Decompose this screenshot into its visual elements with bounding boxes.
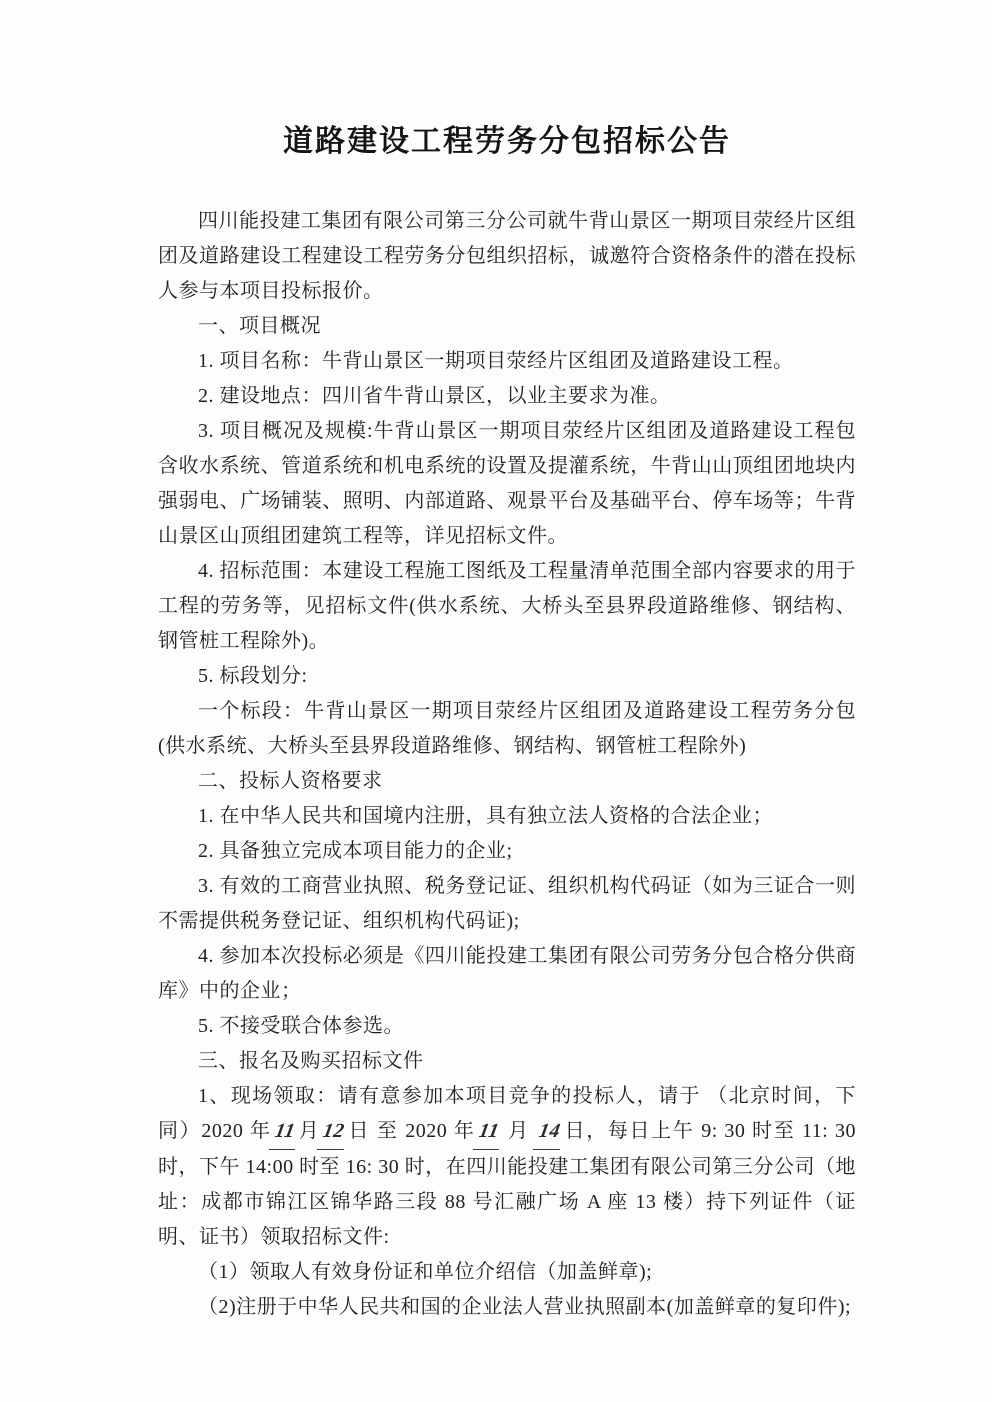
item-overview-and-scale — [158, 414, 856, 554]
section-1-heading — [158, 309, 856, 344]
text-run: 日 至 2020 年 — [347, 1120, 476, 1142]
item-section-division — [158, 659, 856, 694]
qualification-3 — [158, 869, 856, 939]
text-run: 5. 不接受联合体参选。 — [198, 1015, 404, 1037]
text-run: 1. 项目名称：牛背山景区一期项目荥经片区组团及道路建设工程。 — [198, 350, 794, 372]
text-run: 3. 有效的工商营业执照、税务登记证、组织机构代码证（如为三证合一则不需提供税务登记证、组织机构代码证); — [158, 875, 856, 932]
text-run: 4. 参加本次投标必须是《四川能投建工集团有限公司劳务分包合格分供商库》中的企业； — [158, 945, 856, 1002]
document-body — [158, 204, 856, 1325]
item-project-name — [158, 344, 856, 379]
qualification-1 — [158, 799, 856, 834]
handwritten-date: 11 — [268, 1114, 300, 1150]
intro-paragraph — [158, 204, 856, 309]
text-run: （2)注册于中华人民共和国的企业法人营业执照副本(加盖鲜章的复印件); — [198, 1296, 852, 1318]
text-run: 2. 具备独立完成本项目能力的企业; — [198, 840, 513, 862]
onsite-collection-paragraph — [158, 1079, 856, 1255]
document-title: 道路建设工程劳务分包招标公告 — [283, 125, 731, 158]
section-2-heading — [158, 764, 856, 799]
qualification-5 — [158, 1009, 856, 1044]
item-single-section — [158, 694, 856, 764]
text-run: （1）领取人有效身份证和单位介绍信（加盖鲜章); — [198, 1261, 653, 1283]
qualification-4 — [158, 939, 856, 1009]
certificate-requirement-2 — [158, 1290, 856, 1325]
text-run: 日，每日上午 9: 30 时至 11: 30 时，下午 14:00 时至 16: 30 时，在四川能投建工集团有限公司第三分公司（地址：成都市锦江区锦华路三段 88 号汇融广场 A 座 13 楼）持下列证件（证明、证书）领取招标文件: — [158, 1120, 857, 1248]
handwritten-date: 12 — [317, 1114, 350, 1150]
text-run: 二、投标人资格要求 — [198, 770, 383, 792]
section-3-heading — [158, 1044, 856, 1079]
text-run: 1. 在中华人民共和国境内注册，具有独立法人资格的合法企业； — [198, 805, 773, 827]
qualification-2 — [158, 834, 856, 869]
text-run: 3. 项目概况及规模:牛背山景区一期项目荥经片区组团及道路建设工程包含收水系统、管道系统和机电系统的设置及提灌系统，牛背山山顶组团地块内强弱电、广场铺装、照明、内部道路、观景平台及基础平台、停车场等；牛背山景区山顶组团建筑工程等，详见招标文件。 — [158, 420, 856, 547]
handwritten-date: 11 — [472, 1114, 504, 1150]
text-run: 三、报名及购买招标文件 — [198, 1050, 424, 1072]
text-run: 2. 建设地点：四川省牛背山景区，以业主要求为准。 — [198, 385, 671, 407]
text-run: 四川能投建工集团有限公司第三分公司就牛背山景区一期项目荥经片区组团及道路建设工程建设工程劳务分包组织招标，诚邀符合资格条件的潜在投标人参与本项目投标报价。 — [158, 210, 856, 302]
handwritten-date: 14 — [533, 1114, 566, 1150]
item-tender-scope — [158, 554, 856, 659]
text-run: 一个标段：牛背山景区一期项目荥经片区组团及道路建设工程劳务分包(供水系统、大桥头至县界段道路维修、钢结构、钢管桩工程除外) — [158, 700, 856, 757]
text-run: 月 — [297, 1120, 321, 1142]
text-run: 1、现场领取：请有意参加本项目竞争的投标人，请于 （北京时间，下同）2020 年 — [158, 1085, 856, 1142]
text-run: 月 — [501, 1120, 537, 1142]
text-run: 5. 标段划分: — [198, 665, 308, 687]
item-construction-location — [158, 379, 856, 414]
text-run: 一、项目概况 — [198, 315, 321, 337]
text-run: 4. 招标范围：本建设工程施工图纸及工程量清单范围全部内容要求的用于工程的劳务等，见招标文件(供水系统、大桥头至县界段道路维修、钢结构、钢管桩工程除外)。 — [158, 560, 856, 652]
certificate-requirement-1 — [158, 1255, 856, 1290]
